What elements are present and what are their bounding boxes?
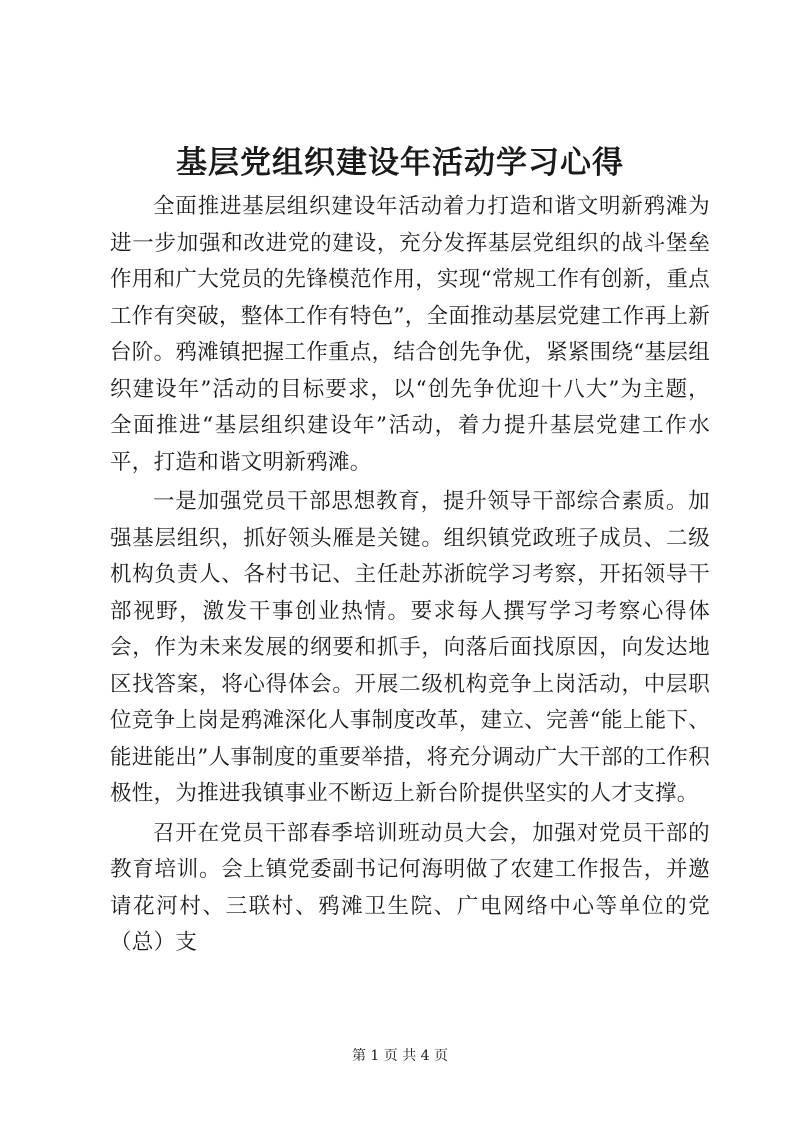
paragraph-2: 一是加强党员干部思想教育，提升领导干部综合素质。加强基层组织，抓好领头雁是关键。组织镇党政班子成员、二级机构负责人、各村书记、主任赴苏浙皖学习考察，开拓领导干部视野，激发干事创业热情。要求每人撰写学习考察心得体会，作为未来发展的纲要和抓手，向落后面找原因，向发达地区找答案，将心得体会。开展二级机构竞争上岗活动，中层职位竞争上岗是鸦滩深化人事制度改革，建立、完善“能上能下、能进能出”人事制度的重要举措，将充分调动广大干部的工作积极性，为推进我镇事业不断迈上新台阶提供坚实的人才支撑。 [110,489,710,806]
document-body [110,189,710,962]
paragraph-3: 召开在党员干部春季培训班动员大会，加强对党员干部的教育培训。会上镇党委副书记何海明做了农建工作报告，并邀请花河村、三联村、鸦滩卫生院、广电网络中心等单位的党（总）支 [110,820,710,955]
paragraph-1: 全面推进基层组织建设年活动着力打造和谐文明新鸦滩为进一步加强和改进党的建设，充分发挥基层党组织的战斗堡垒作用和广大党员的先锋模范作用，实现“常规工作有创新，重点工作有突破，整体工作有特色”，全面推动基层党建工作再上新台阶。鸦滩镇把握工作重点，结合创先争优，紧紧围绕“基层组织建设年”活动的目标要求，以“创先争优迎十八大”为主题，全面推进“基层组织建设年”活动，着力提升基层党建工作水平，打造和谐文明新鸦滩。 [110,194,710,475]
document-title: 基层党组织建设年活动学习心得 [176,145,624,181]
page-footer: 第 1 页 共 4 页 [351,1048,449,1064]
